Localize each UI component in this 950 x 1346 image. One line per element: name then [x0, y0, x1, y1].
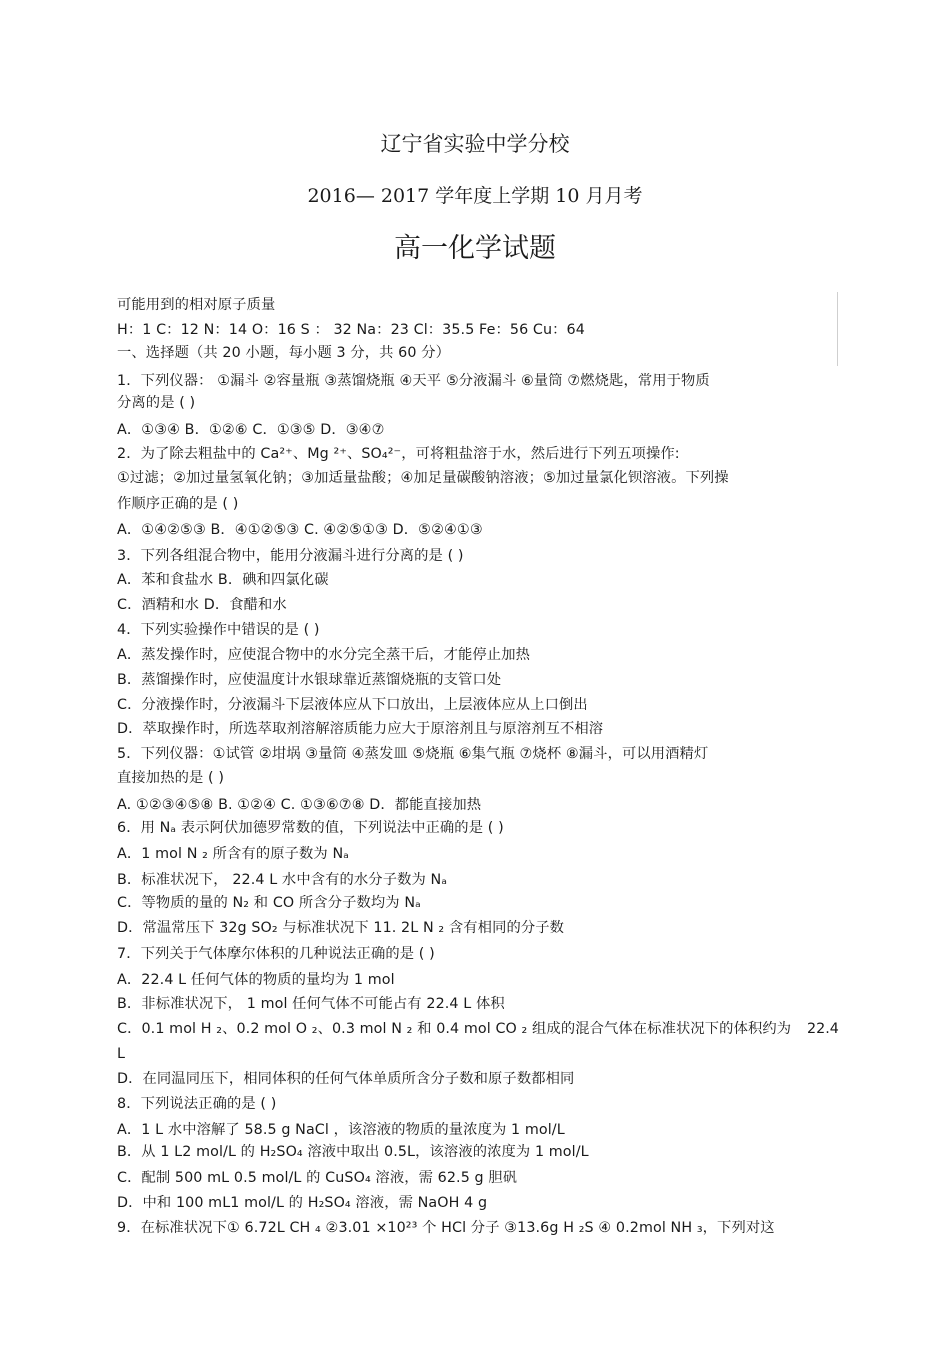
- option-8b: B．从 1 L2 mol/L 的 H₂SO₄ 溶液中取出 0.5L，该溶液的浓度为 1 mol/L: [117, 1144, 589, 1160]
- option-8c: C．配制 500 mL 0.5 mol/L 的 CuSO₄ 溶液，需 62.5 g 胆矾: [117, 1170, 518, 1186]
- option-8d: D．中和 100 mL1 mol/L 的 H₂SO₄ 溶液，需 NaOH 4 g: [117, 1195, 488, 1211]
- text-line: 作顺序正确的是 ( ): [117, 496, 239, 512]
- text-line: H：1 C：12 N：14 O：16 S ： 32 Na：23 Cl：35.5 Fe：56 Cu：64: [117, 322, 585, 338]
- question-8: 8．下列说法正确的是 ( ): [117, 1096, 277, 1112]
- question-3: 3．下列各组混合物中，能用分液漏斗进行分离的是 ( ): [117, 548, 464, 564]
- option-4d: D．萃取操作时，所选萃取剂溶解溶质能力应大于原溶剂且与原溶剂互不相溶: [117, 721, 604, 737]
- option-6b: B．标准状况下， 22.4 L 水中含有的水分子数为 Nₐ: [117, 872, 448, 888]
- option-6d: D．常温常压下 32g SO₂ 与标准状况下 11. 2L N ₂ 含有相同的分子数: [117, 920, 565, 936]
- option-7c-tail: 22.4: [807, 1021, 839, 1037]
- text-line: 可能用到的相对原子质量: [117, 297, 276, 313]
- question-6: 6．用 Nₐ 表示阿伏加德罗常数的值，下列说法中正确的是 ( ): [117, 820, 504, 836]
- question-7: 7．下列关于气体摩尔体积的几种说法正确的是 ( ): [117, 946, 435, 962]
- option-7a: A．22.4 L 任何气体的物质的量均为 1 mol: [117, 972, 395, 988]
- question-1: 1．下列仪器： ①漏斗 ②容量瓶 ③蒸馏烧瓶 ④天平 ⑤分液漏斗 ⑥量筒 ⑦燃烧匙，常用于物质: [117, 373, 710, 389]
- section-heading: 一、选择题（共 20 小题，每小题 3 分，共 60 分）: [117, 345, 450, 361]
- option-8a: A．1 L 水中溶解了 58.5 g NaCl ，该溶液的物质的量浓度为 1 mol/L: [117, 1122, 565, 1138]
- text-line: ①过滤；②加过量氢氧化钠；③加适量盐酸；④加足量碳酸钠溶液；⑤加过量氯化钡溶液。下列操: [117, 470, 729, 486]
- question-5: 5．下列仪器：①试管 ②坩埚 ③量筒 ④蒸发皿 ⑤烧瓶 ⑥集气瓶 ⑦烧杯 ⑧漏斗，可以用酒精灯: [117, 746, 709, 762]
- option-7c: C．0.1 mol H ₂、0.2 mol O ₂、0.3 mol N ₂ 和 0.4 mol CO ₂ 组成的混合气体在标准状况下的体积约为: [117, 1021, 792, 1037]
- text-line: L: [117, 1046, 126, 1062]
- exam-term: 2016— 2017 学年度上学期 10 月月考: [307, 185, 643, 207]
- options-2: A．①④②⑤③ B．④①②⑤③ C. ④②⑤①③ D．⑤②④①③: [117, 522, 483, 538]
- option-7b: B．非标准状况下， 1 mol 任何气体不可能占有 22.4 L 体积: [117, 996, 505, 1012]
- options-3-cd: C．酒精和水 D．食醋和水: [117, 597, 287, 613]
- question-9: 9．在标准状况下① 6.72L CH ₄ ②3.01 ×10²³ 个 HCl 分子 ③13.6g H ₂S ④ 0.2mol NH ₃，下列对这: [117, 1220, 775, 1236]
- page-title: 高一化学试题: [394, 233, 556, 264]
- option-6c: C．等物质的量的 N₂ 和 CO 所含分子数均为 Nₐ: [117, 895, 421, 911]
- text-line: 分离的是 ( ): [117, 395, 196, 411]
- margin-rule: [837, 292, 838, 366]
- option-4b: B．蒸馏操作时，应使温度计水银球靠近蒸馏烧瓶的支管口处: [117, 672, 502, 688]
- option-7d: D．在同温同压下，相同体积的任何气体单质所含分子数和原子数都相同: [117, 1071, 575, 1087]
- question-2: 2．为了除去粗盐中的 Ca²⁺、Mg ²⁺、SO₄²⁻，可将粗盐溶于水，然后进行下列五项操作:: [117, 446, 680, 462]
- text-line: 直接加热的是 ( ): [117, 770, 225, 786]
- school-name: 辽宁省实验中学分校: [380, 132, 570, 156]
- option-4a: A．蒸发操作时，应使混合物中的水分完全蒸干后，才能停止加热: [117, 647, 530, 663]
- options-1: A．①③④ B．①②⑥ C．①③⑤ D．③④⑦: [117, 422, 385, 438]
- options-5: A. ①②③④⑤⑧ B. ①②④ C. ①③⑥⑦⑧ D．都能直接加热: [117, 797, 482, 813]
- option-6a: A．1 mol N ₂ 所含有的原子数为 Nₐ: [117, 846, 349, 862]
- options-3-ab: A．苯和食盐水 B．碘和四氯化碳: [117, 572, 329, 588]
- question-4: 4．下列实验操作中错误的是 ( ): [117, 622, 320, 638]
- option-4c: C．分液操作时，分液漏斗下层液体应从下口放出，上层液体应从上口倒出: [117, 697, 588, 713]
